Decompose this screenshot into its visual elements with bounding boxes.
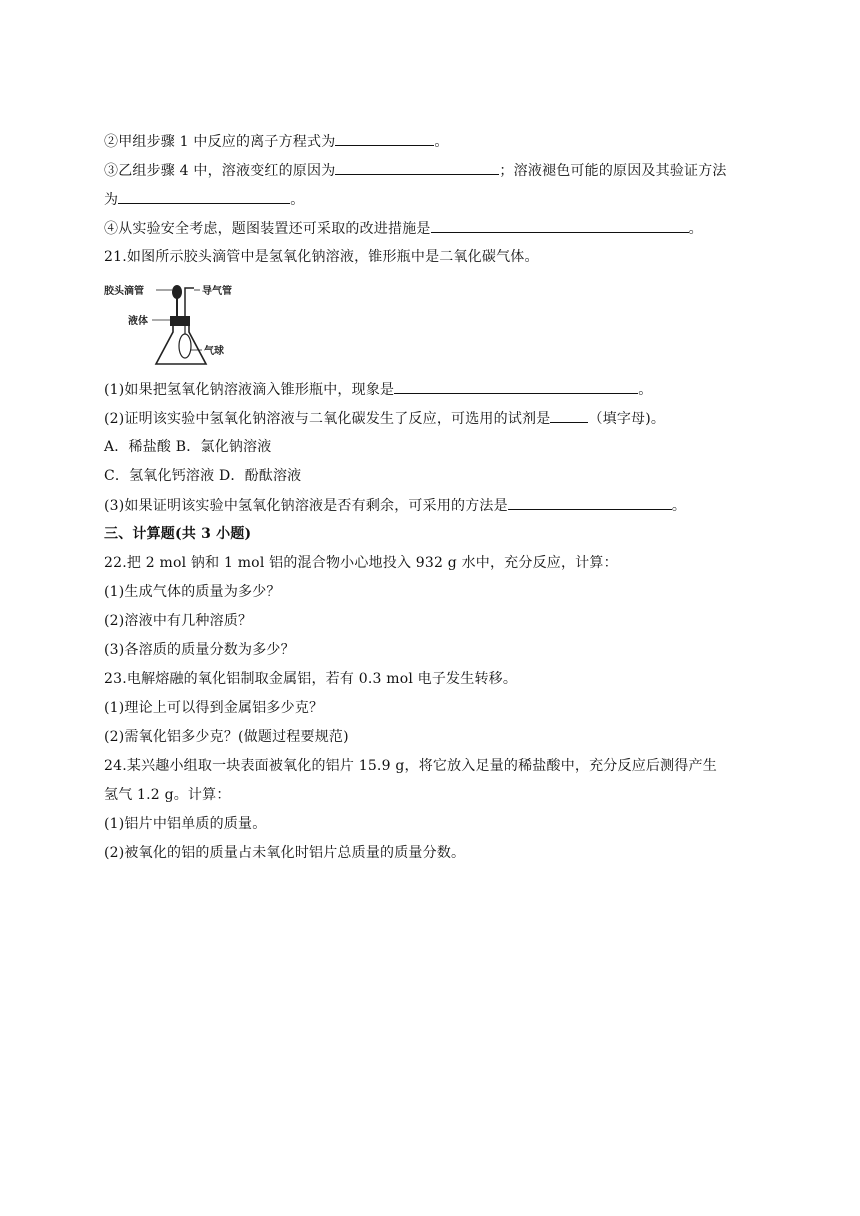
- label-liquid: 液体: [128, 316, 148, 327]
- question-24-part-2: (2)被氧化的铝的质量占未氧化时铝片总质量的质量分数。: [104, 845, 466, 861]
- question-21-part-3: [104, 495, 686, 516]
- text: ②甲组步骤 1 中反应的离子方程式为: [104, 134, 336, 150]
- answer-blank: [431, 218, 689, 233]
- text: ；溶液褪色可能的原因及其验证方法: [499, 163, 727, 179]
- answer-blank: [508, 495, 672, 510]
- options-cd: C．氢氧化钙溶液 D．酚酞溶液: [104, 468, 302, 484]
- question-20-part-3: [104, 160, 727, 181]
- question-24-stem: 24.某兴趣小组取一块表面被氧化的铝片 15.9 g，将它放入足量的稀盐酸中，充分反应后测得产生: [104, 758, 717, 774]
- text: (1)如果把氢氧化钠溶液滴入锥形瓶中，现象是: [104, 382, 395, 398]
- text: 。: [638, 382, 653, 398]
- question-23-part-1: (1)理论上可以得到金属铝多少克？: [104, 700, 324, 716]
- question-23-part-2: (2)需氧化铝多少克？(做题过程要规范): [104, 729, 349, 745]
- question-21-stem: 21.如图所示胶头滴管中是氢氧化钠溶液，锥形瓶中是二氧化碳气体。: [104, 249, 539, 265]
- question-22-part-3: (3)各溶质的质量分数为多少？: [104, 642, 295, 658]
- text: 。: [290, 192, 305, 208]
- gas-tube: [185, 288, 194, 318]
- text: 为: [104, 192, 119, 208]
- answer-blank: [335, 131, 434, 146]
- options-ab: A．稀盐酸 B．氯化钠溶液: [104, 439, 272, 455]
- answer-blank: [118, 189, 290, 204]
- question-21-part-2: [104, 408, 665, 429]
- answer-blank: [335, 160, 499, 175]
- text: （填字母)。: [588, 411, 666, 427]
- text: ④从实验安全考虑，题图装置还可采取的改进措施是: [104, 221, 431, 237]
- question-22-part-2: (2)溶液中有几种溶质？: [104, 613, 253, 629]
- section-heading: 三、计算题(共 3 小题): [104, 526, 252, 542]
- question-24-stem-cont: 氢气 1.2 g。计算：: [104, 787, 231, 803]
- balloon: [179, 334, 191, 358]
- label-gas-tube: 导气管: [202, 286, 232, 297]
- question-22-stem: 22.把 2 mol 钠和 1 mol 铝的混合物小心地投入 932 g 水中，充分反应，计算：: [104, 555, 618, 571]
- question-24-part-1: (1)铝片中铝单质的质量。: [104, 816, 267, 832]
- answer-blank: [550, 408, 588, 423]
- text: 。: [434, 134, 449, 150]
- stopper: [170, 316, 190, 326]
- answer-blank: [394, 379, 638, 394]
- text: ③乙组步骤 4 中，溶液变红的原因为: [104, 163, 336, 179]
- text: (2)证明该实验中氢氧化钠溶液与二氧化碳发生了反应，可选用的试剂是: [104, 411, 551, 427]
- label-balloon: 气球: [204, 346, 224, 357]
- question-20-part-2: [104, 131, 449, 152]
- conical-flask: [156, 326, 206, 364]
- question-23-stem: 23.电解熔融的氧化铝制取金属铝，若有 0.3 mol 电子发生转移。: [104, 671, 518, 687]
- text: (3)如果证明该实验中氢氧化钠溶液是否有剩余，可采用的方法是: [104, 498, 508, 514]
- text: 。: [671, 498, 687, 514]
- apparatus-figure: [104, 280, 254, 370]
- text: 。: [688, 221, 703, 237]
- question-21-part-1: [104, 379, 652, 400]
- label-dropper: 胶头滴管: [104, 286, 144, 297]
- question-20-part-3-cont: [104, 189, 304, 210]
- question-20-part-4: [104, 218, 703, 239]
- dropper-bulb: [172, 285, 182, 299]
- question-22-part-1: (1)生成气体的质量为多少？: [104, 584, 281, 600]
